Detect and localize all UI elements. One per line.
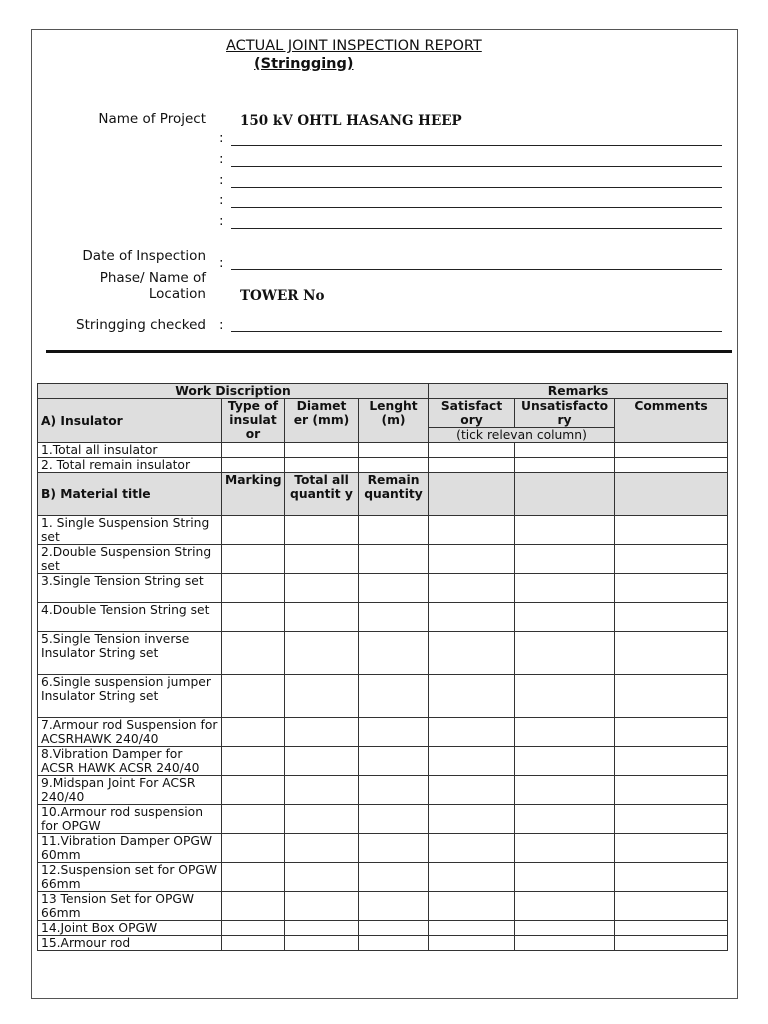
inspection-table <box>37 383 728 951</box>
table-cell[interactable] <box>222 458 285 473</box>
phase-value: TOWER No <box>240 288 325 304</box>
row-label: 9.Midspan Joint For ACSR 240/40 <box>38 776 222 805</box>
row-label: 7.Armour rod Suspension for ACSRHAWK 240/40 <box>38 718 222 747</box>
table-cell[interactable] <box>359 574 429 603</box>
table-cell[interactable] <box>429 516 515 545</box>
table-header-row <box>38 384 728 399</box>
table-cell[interactable] <box>222 603 285 632</box>
date-label: Date of Inspection <box>82 248 206 264</box>
table-cell[interactable] <box>222 516 285 545</box>
row-label: 1.Total all insulator <box>38 443 222 458</box>
row-label: 8.Vibration Damper for ACSR HAWK ACSR 240/40 <box>38 747 222 776</box>
table-cell[interactable] <box>515 603 615 632</box>
table-cell[interactable] <box>222 921 285 936</box>
row-label: 12.Suspension set for OPGW 66mm <box>38 863 222 892</box>
table-cell[interactable] <box>359 516 429 545</box>
table-row <box>38 675 728 718</box>
table-cell[interactable] <box>429 921 515 936</box>
table-cell[interactable] <box>359 747 429 776</box>
table-cell[interactable] <box>429 747 515 776</box>
table-cell[interactable] <box>615 458 728 473</box>
table-row <box>38 747 728 776</box>
table-cell[interactable] <box>222 747 285 776</box>
colon: : <box>219 151 224 167</box>
row-label: 13 Tension Set for OPGW 66mm <box>38 892 222 921</box>
colon: : <box>219 255 224 271</box>
table-cell[interactable] <box>222 545 285 574</box>
project-label: Name of Project <box>98 111 206 127</box>
table-cell[interactable] <box>285 834 359 863</box>
table-cell[interactable] <box>359 458 429 473</box>
col-type-of-insulator: Type of insulat or <box>222 399 285 443</box>
row-label: 4.Double Tension String set <box>38 603 222 632</box>
table-cell[interactable] <box>285 892 359 921</box>
table-cell <box>615 473 728 516</box>
table-cell[interactable] <box>222 632 285 675</box>
table-cell[interactable] <box>515 834 615 863</box>
table-cell[interactable] <box>285 675 359 718</box>
table-cell[interactable] <box>285 603 359 632</box>
remarks-header: Remarks <box>429 384 728 399</box>
table-cell[interactable] <box>359 834 429 863</box>
project-line-1[interactable] <box>231 145 722 146</box>
col-total-quantity: Total all quantit y <box>285 473 359 516</box>
table-cell[interactable] <box>515 921 615 936</box>
table-cell[interactable] <box>515 776 615 805</box>
table-cell[interactable] <box>515 632 615 675</box>
table-cell[interactable] <box>222 776 285 805</box>
table-cell[interactable] <box>515 458 615 473</box>
table-cell[interactable] <box>429 458 515 473</box>
table-cell[interactable] <box>615 516 728 545</box>
date-line[interactable] <box>231 269 722 270</box>
colon: : <box>219 130 224 146</box>
table-cell[interactable] <box>285 718 359 747</box>
project-line-3[interactable] <box>231 187 722 188</box>
table-cell[interactable] <box>515 805 615 834</box>
table-row <box>38 921 728 936</box>
material-section-title: B) Material title <box>38 473 222 516</box>
table-cell[interactable] <box>515 675 615 718</box>
table-cell <box>429 473 515 516</box>
table-cell[interactable] <box>429 834 515 863</box>
project-value: 150 kV OHTL HASANG HEEP <box>240 113 462 129</box>
colon: : <box>219 192 224 208</box>
table-row <box>38 936 728 951</box>
table-cell[interactable] <box>222 863 285 892</box>
table-row <box>38 632 728 675</box>
project-line-5[interactable] <box>231 228 722 229</box>
table-row <box>38 718 728 747</box>
table-cell[interactable] <box>429 892 515 921</box>
table-cell[interactable] <box>359 443 429 458</box>
table-cell[interactable] <box>429 574 515 603</box>
row-label: 2.Double Suspension String set <box>38 545 222 574</box>
table-cell[interactable] <box>285 574 359 603</box>
table-cell[interactable] <box>359 718 429 747</box>
tick-note: (tick relevan column) <box>429 428 615 443</box>
table-row <box>38 545 728 574</box>
table-cell[interactable] <box>615 574 728 603</box>
table-cell[interactable] <box>429 443 515 458</box>
table-cell[interactable] <box>285 921 359 936</box>
insulator-section-title: A) Insulator <box>38 399 222 443</box>
table-cell[interactable] <box>615 892 728 921</box>
table-cell[interactable] <box>285 863 359 892</box>
checked-label: Stringging checked <box>76 317 206 333</box>
table-row <box>38 458 728 473</box>
table-row <box>38 834 728 863</box>
table-cell[interactable] <box>615 936 728 951</box>
table-cell[interactable] <box>359 921 429 936</box>
report-title: ACTUAL JOINT INSPECTION REPORT <box>226 38 482 54</box>
table-cell[interactable] <box>515 863 615 892</box>
table-row <box>38 892 728 921</box>
table-cell[interactable] <box>429 805 515 834</box>
table-cell[interactable] <box>359 936 429 951</box>
checked-line[interactable] <box>231 331 722 332</box>
table-row <box>38 603 728 632</box>
table-row <box>38 516 728 545</box>
table-cell[interactable] <box>615 718 728 747</box>
phase-label-1: Phase/ Name of <box>99 270 206 286</box>
row-label: 1. Single Suspension String set <box>38 516 222 545</box>
table-row <box>38 574 728 603</box>
table-cell[interactable] <box>359 805 429 834</box>
table-cell[interactable] <box>615 632 728 675</box>
report-subtitle: (Stringging) <box>254 56 354 72</box>
table-cell[interactable] <box>222 718 285 747</box>
row-label: 2. Total remain insulator <box>38 458 222 473</box>
table-cell[interactable] <box>615 805 728 834</box>
table-cell[interactable] <box>429 776 515 805</box>
row-label: 10.Armour rod suspension for OPGW <box>38 805 222 834</box>
table-cell[interactable] <box>222 443 285 458</box>
table-cell[interactable] <box>615 545 728 574</box>
table-cell[interactable] <box>615 834 728 863</box>
table-cell[interactable] <box>515 516 615 545</box>
colon: : <box>219 317 224 333</box>
table-cell[interactable] <box>359 776 429 805</box>
col-comments: Comments <box>615 399 728 443</box>
table-cell[interactable] <box>615 921 728 936</box>
col-unsatisfactory: Unsatisfacto ry <box>515 399 615 428</box>
table-cell[interactable] <box>615 675 728 718</box>
table-cell[interactable] <box>429 936 515 951</box>
col-length: Lenght (m) <box>359 399 429 443</box>
table-cell[interactable] <box>222 574 285 603</box>
table-cell[interactable] <box>359 892 429 921</box>
section-divider <box>46 350 732 353</box>
col-marking: Marking <box>222 473 285 516</box>
table-cell[interactable] <box>359 675 429 718</box>
table-cell[interactable] <box>615 443 728 458</box>
table-cell[interactable] <box>515 718 615 747</box>
table-cell[interactable] <box>429 632 515 675</box>
table-cell[interactable] <box>222 936 285 951</box>
row-label: 14.Joint Box OPGW <box>38 921 222 936</box>
col-satisfactory: Satisfact ory <box>429 399 515 428</box>
table-cell[interactable] <box>515 545 615 574</box>
table-cell[interactable] <box>359 863 429 892</box>
table-cell[interactable] <box>615 747 728 776</box>
row-label: 15.Armour rod <box>38 936 222 951</box>
row-label: 5.Single Tension inverse Insulator String set <box>38 632 222 675</box>
table-cell[interactable] <box>359 632 429 675</box>
table-cell[interactable] <box>222 675 285 718</box>
row-label: 3.Single Tension String set <box>38 574 222 603</box>
table-cell[interactable] <box>285 443 359 458</box>
table-cell[interactable] <box>429 603 515 632</box>
project-line-4[interactable] <box>231 207 722 208</box>
table-cell[interactable] <box>285 458 359 473</box>
table-row <box>38 776 728 805</box>
table-cell[interactable] <box>285 545 359 574</box>
col-remain-quantity: Remain quantity <box>359 473 429 516</box>
phase-label-2: Location <box>148 286 206 302</box>
table-cell[interactable] <box>615 863 728 892</box>
table-cell[interactable] <box>515 747 615 776</box>
row-label: 11.Vibration Damper OPGW 60mm <box>38 834 222 863</box>
row-label: 6.Single suspension jumper Insulator String set <box>38 675 222 718</box>
table-cell[interactable] <box>222 834 285 863</box>
table-cell[interactable] <box>285 776 359 805</box>
work-description-header: Work Discription <box>38 384 429 399</box>
table-cell[interactable] <box>429 545 515 574</box>
project-line-2[interactable] <box>231 166 722 167</box>
table-cell[interactable] <box>285 632 359 675</box>
table-cell[interactable] <box>222 892 285 921</box>
colon: : <box>219 172 224 188</box>
table-cell[interactable] <box>222 805 285 834</box>
table-cell[interactable] <box>285 805 359 834</box>
table-cell <box>515 473 615 516</box>
table-row <box>38 443 728 458</box>
table-cell[interactable] <box>285 936 359 951</box>
table-cell[interactable] <box>429 718 515 747</box>
table-cell[interactable] <box>359 603 429 632</box>
col-diameter: Diamet er (mm) <box>285 399 359 443</box>
table-cell[interactable] <box>515 574 615 603</box>
table-cell[interactable] <box>615 603 728 632</box>
table-cell[interactable] <box>429 863 515 892</box>
table-cell[interactable] <box>615 776 728 805</box>
table-row <box>38 805 728 834</box>
table-cell[interactable] <box>515 892 615 921</box>
table-row <box>38 863 728 892</box>
table-cell[interactable] <box>515 443 615 458</box>
colon: : <box>219 213 224 229</box>
table-cell[interactable] <box>429 675 515 718</box>
table-cell[interactable] <box>359 545 429 574</box>
table-cell[interactable] <box>285 747 359 776</box>
table-cell[interactable] <box>515 936 615 951</box>
table-cell[interactable] <box>285 516 359 545</box>
